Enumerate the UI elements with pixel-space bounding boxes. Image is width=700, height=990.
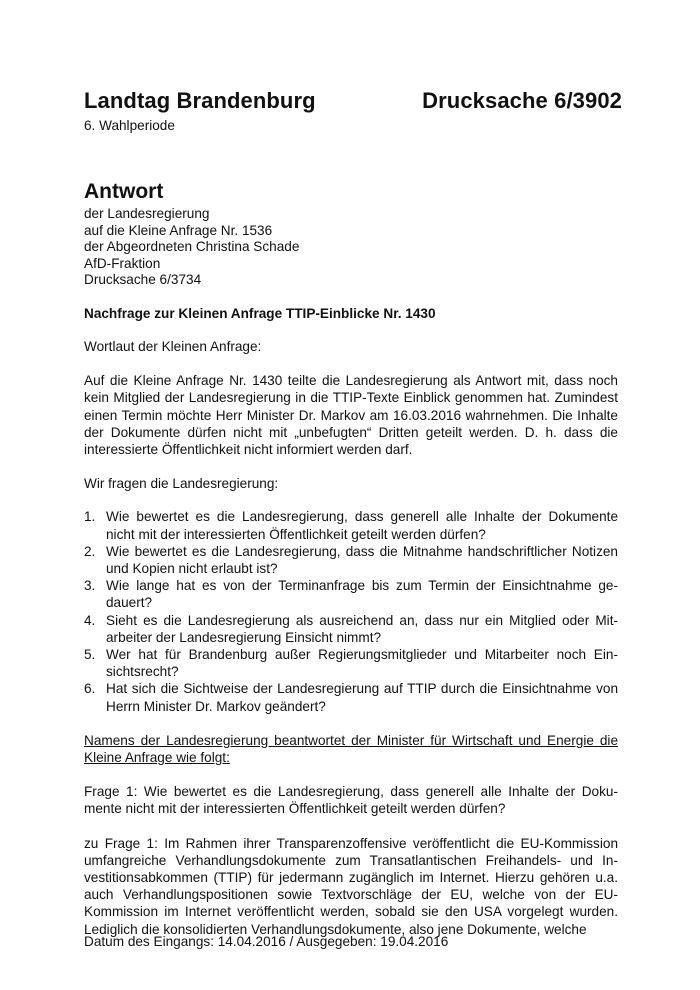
document-page bbox=[84, 88, 622, 938]
question-text: Wie bewertet es die Landesregierung, dass generell alle Inhalte der Dokumente nicht mit der interessierten Öffentlichkeit geteilt werden dürfen? bbox=[106, 509, 618, 542]
wahlperiode: 6. Wahlperiode bbox=[84, 118, 175, 133]
address-line: Drucksache 6/3734 bbox=[84, 272, 202, 288]
question-text: Wie bewertet es die Landesregierung, dass die Mitnahme handschriftlicher Notizen und Kopien nicht erlaubt ist? bbox=[106, 543, 618, 576]
wortlaut-label: Wortlaut der Kleinen Anfrage: bbox=[84, 338, 262, 354]
antwort-heading: Antwort bbox=[84, 180, 164, 203]
question-text: Sieht es die Landesregierung als ausreichend an, dass nur ein Mitglied oder Mitarbeiter der Landesregierung Einsicht nimmt? bbox=[106, 612, 618, 645]
question-number: 3. bbox=[84, 578, 96, 594]
address-line: AfD-Fraktion bbox=[84, 255, 161, 271]
list-item bbox=[84, 612, 618, 646]
questions-list bbox=[84, 508, 618, 714]
footer-dates: Datum des Eingangs: 14.04.2016 / Ausgegeben: 19.04.2016 bbox=[84, 934, 449, 949]
list-item bbox=[84, 543, 618, 577]
question-text: Hat sich die Sichtweise der Landesregierung auf TTIP durch die Einsichtnahme von Herrn Minister Dr. Markov geändert? bbox=[106, 681, 618, 714]
antwort-address bbox=[84, 206, 618, 289]
question-text: Wer hat für Brandenburg außer Regierungsmitglieder und Mitarbeiter noch Einsichtsrecht? bbox=[106, 647, 618, 680]
address-line: der Abgeordneten Christina Schade bbox=[84, 239, 300, 255]
answer-intro: Namens der Landesregierung beantwortet der Minister für Wirtschaft und Energie die Kleine Anfrage wie folgt: bbox=[84, 732, 618, 766]
frage-1: Frage 1: Wie bewertet es die Landesregierung, dass generell alle Inhalte der Dokumente nicht mit der interessierten Öffentlichkeit geteilt werden dürfen? bbox=[84, 784, 618, 817]
list-item bbox=[84, 646, 618, 680]
question-number: 1. bbox=[84, 509, 96, 525]
questions-label: Wir fragen die Landesregierung: bbox=[84, 476, 279, 492]
question-number: 4. bbox=[84, 612, 96, 628]
question-text: Wie lange hat es von der Terminanfrage bis zum Termin der Einsichtnahme gedauert? bbox=[106, 578, 618, 611]
intro-paragraph: Auf die Kleine Anfrage Nr. 1430 teilte die Landesregierung als Antwort mit, dass noch kein Mitglied der Landesregierung in die TTIP-Texte Einblick genommen hat. Zumindest einen Termin möchte Herr Minister Dr. Markov am 16.03.2016 wahrnehmen. Die Inhalte der Dokumente dürfen nicht mit „unbefugten“ Dritten geteilt werden. D. h. dass die interessierte Öffentlichkeit nicht informiert werden darf. bbox=[84, 373, 618, 457]
question-number: 2. bbox=[84, 543, 96, 559]
question-number: 5. bbox=[84, 647, 96, 663]
zu-frage-1: zu Frage 1: Im Rahmen ihrer Transparenzoffensive veröffentlicht die EU-Kommission umfangreiche Verhandlungsdokumente zum Transatlantischen Freihandels- und Investitionsabkommen (TTIP) für jedermann zugänglich im Internet. Hierzu gehören u.a. auch Verhandlungspositionen sowie Textvorschläge der EU, welche von der EU-Kommission im Internet veröffentlicht werden, sobald sie den USA vorgelegt wurden. Lediglich die konsolidierten Verhandlungsdokumente, also jene Dokumente, welche bbox=[84, 835, 618, 937]
list-item bbox=[84, 680, 618, 714]
parliament-title: Landtag Brandenburg bbox=[84, 88, 316, 113]
question-number: 6. bbox=[84, 681, 96, 697]
subject-heading: Nachfrage zur Kleinen Anfrage TTIP-Einblicke Nr. 1430 bbox=[84, 305, 436, 321]
address-line: der Landesregierung bbox=[84, 206, 210, 221]
list-item bbox=[84, 508, 618, 542]
drucksache-number: Drucksache 6/3902 bbox=[422, 88, 622, 113]
header bbox=[84, 88, 622, 114]
list-item bbox=[84, 577, 618, 611]
address-line: auf die Kleine Anfrage Nr. 1536 bbox=[84, 222, 273, 238]
